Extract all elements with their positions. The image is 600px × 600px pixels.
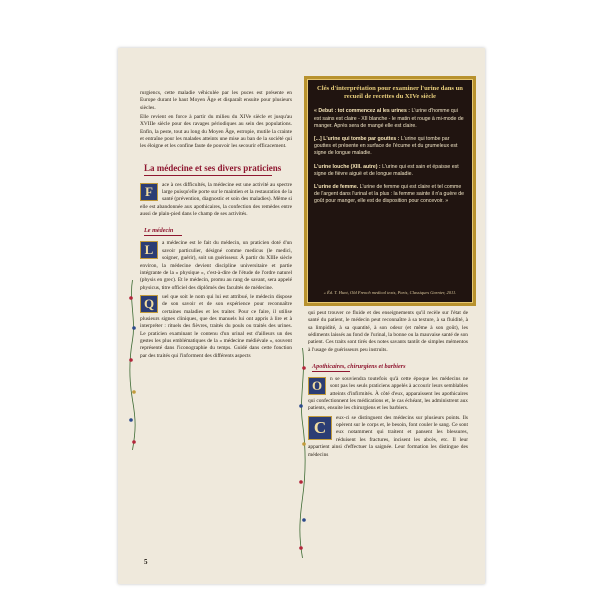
section-heading: La médecine et ses divers praticiens bbox=[144, 163, 292, 176]
physician-text: a médecine est le fait du médecin, un praticien doté d'un savoir particulier, désigné comme medicus (le medici, soigner, guérir), soit un guérisseur. À partir du XIIIe siècle environ, la médecine devient discipline universitaire et partie intégrante de la « physique », c'est-à-dire de l'étude de l'ordre naturel (physis en grec). Et le médecin, promu au rang de savant, sera appelé physicus, titre officiel des diplômés des facultés de médecine. bbox=[140, 240, 292, 291]
intro-paragraph-1: rurgiencs, cette maladie véhiculée par les puces est présente en Europe durant le haut Moyen Âge et disparaît ensuite pour plusieurs siècles. bbox=[140, 90, 292, 111]
subheading-physician: Le médecin bbox=[144, 227, 292, 236]
floral-border-ornament bbox=[298, 348, 307, 558]
illuminated-initial: C bbox=[308, 416, 332, 440]
physician-paragraph bbox=[140, 240, 292, 291]
illuminated-initial: F bbox=[140, 183, 158, 201]
section-text: ace à ces difficultés, la médecine est une activité au spectre large puisqu'elle porte sur le maintien et la restauration de la santé (prévention, diagnostic et soin des maladies). Même si elle est abandonnée aux apothicaires, la confection des remèdes entre aussi de plain-pied dans le champ de ses activités. bbox=[140, 181, 292, 218]
box-entry-lead: [...] L'urine qui tombe par gouttes : bbox=[314, 136, 400, 143]
box-entry-text: L'urine d'homme qui est sains est claire - XII blanche - le matin et rouge à mi-mode de manger. Après sera de mangé elle est claire. bbox=[314, 108, 464, 129]
page-number: 5 bbox=[144, 558, 148, 566]
box-entry-lead: L'urine louche (XIII. autre) : bbox=[314, 163, 381, 170]
surgeons-paragraph bbox=[308, 415, 468, 459]
apothecaries-text: n se souviendra toutefois qu'à cette époque les médecins ne sont pas les seuls praticiens appelés à accourir leurs semblables atteints d'infirmités. À côté d'eux, apparaissent les apothicaires qui confectionnent les médications et, le cas échéant, les administrent aux patients, ensuite les chirurgiens et les barbiers. bbox=[308, 376, 468, 412]
left-column bbox=[140, 90, 292, 362]
box-entry bbox=[314, 164, 466, 178]
right-column bbox=[308, 310, 468, 461]
urine-text: uel que soit le nom qui lui est attribué, le médecin dispose de son savoir et de son expérience pour reconnaître certaines maladies et les traiter. Pour ce faire, il utilise plusieurs signes cliniques, que des manuels lui ont appris à lire et à interpréter : rituels des fièvres, traités du pouls ou traités des urines. Le praticien examinant le contenu d'un urinal est d'ailleurs un des gestes les plus emblématiques de la « médecine médiévale », souvent représenté dans l'iconographie du temps. Guidé dans cette fonction par des traités qui l'informent des différents aspects bbox=[140, 293, 292, 359]
right-intro-paragraph: qui peut trouver ce fluide et des enseignements qu'il recèle sur l'état de santé du patient, le médecin peut reconnaître à sa texture, à sa fluidité, à sa limpidité, à sa quantité, à son odeur (et même à son goût), les sédiments laissés au fond de l'urinal, la bonne ou la mauvaise santé de son patient. Ces traits sont tirés des notes savants tantôt de simples mémentos à l'usage de guérisseurs peu instruits. bbox=[308, 310, 468, 353]
floral-border-ornament bbox=[128, 280, 137, 450]
apothecaries-paragraph bbox=[308, 376, 468, 413]
box-entry-text: L'urine de femme qui est claire et tel comme de l'argent dans l'urinal et la plus : la femme sainte il n'a guère de goût pour manger, elle est de disposition pour concevoir. » bbox=[314, 184, 465, 205]
sidebar-box bbox=[304, 76, 476, 306]
book-page bbox=[118, 48, 485, 584]
box-entry-text: L'urine qui est sain et épaisse est signe de fièvre aiguë et de longue maladie. bbox=[314, 163, 459, 177]
box-entry-lead: « Debut : tot commencez al les urines : bbox=[314, 108, 410, 115]
box-source: « Éd. T. Hunt, Old French medical texts, Paris, Classiques Garnier, 2011. bbox=[323, 290, 457, 295]
box-entry-text: L'urine qui tombe par gouttes et présente en surface de l'écume et du grumeleux est signe de longue maladie. bbox=[314, 136, 458, 157]
illuminated-initial: L bbox=[140, 241, 158, 259]
box-title: Clés d'interprétation pour examiner l'urine dans un recueil de recettes du XIVe siècle bbox=[317, 85, 463, 101]
illuminated-initial: Q bbox=[140, 295, 158, 313]
illuminated-initial: O bbox=[308, 377, 326, 395]
surgeons-text: eux-ci se distinguent des médecins sur plusieurs points. Ils opèrent sur le corps et, le besoin, font couler le sang. Ce sont eux notamment qui traitent et pansent les blessures, réduisent les fractures, incisent les abcès, etc. Il leur appartient ainsi d'effectuer la saignée. Leur formation les distingue des médecins bbox=[308, 414, 468, 458]
section-paragraph bbox=[140, 182, 292, 219]
box-entry bbox=[314, 108, 466, 130]
urine-paragraph bbox=[140, 294, 292, 360]
box-entry-lead: L'urine de femme. bbox=[314, 184, 359, 191]
intro-paragraph-2: Elle revient en force à partir du milieu du XIVe siècle et jusqu'au XVIIIe siècle pour des ravages périodiques au sein des populations. Enfin, la peste, tout au long du Moyen Âge, estropie, mutile la crainte et entraîne pour les malades atteints une mise au ban de la société qui les éloigne et les confine faute de pouvoir les secourir efficacement. bbox=[140, 114, 292, 150]
box-entry bbox=[314, 184, 466, 206]
box-entry bbox=[314, 136, 466, 158]
subheading-apothecaries: Apothicaires, chirurgiens et barbiers bbox=[312, 363, 468, 372]
